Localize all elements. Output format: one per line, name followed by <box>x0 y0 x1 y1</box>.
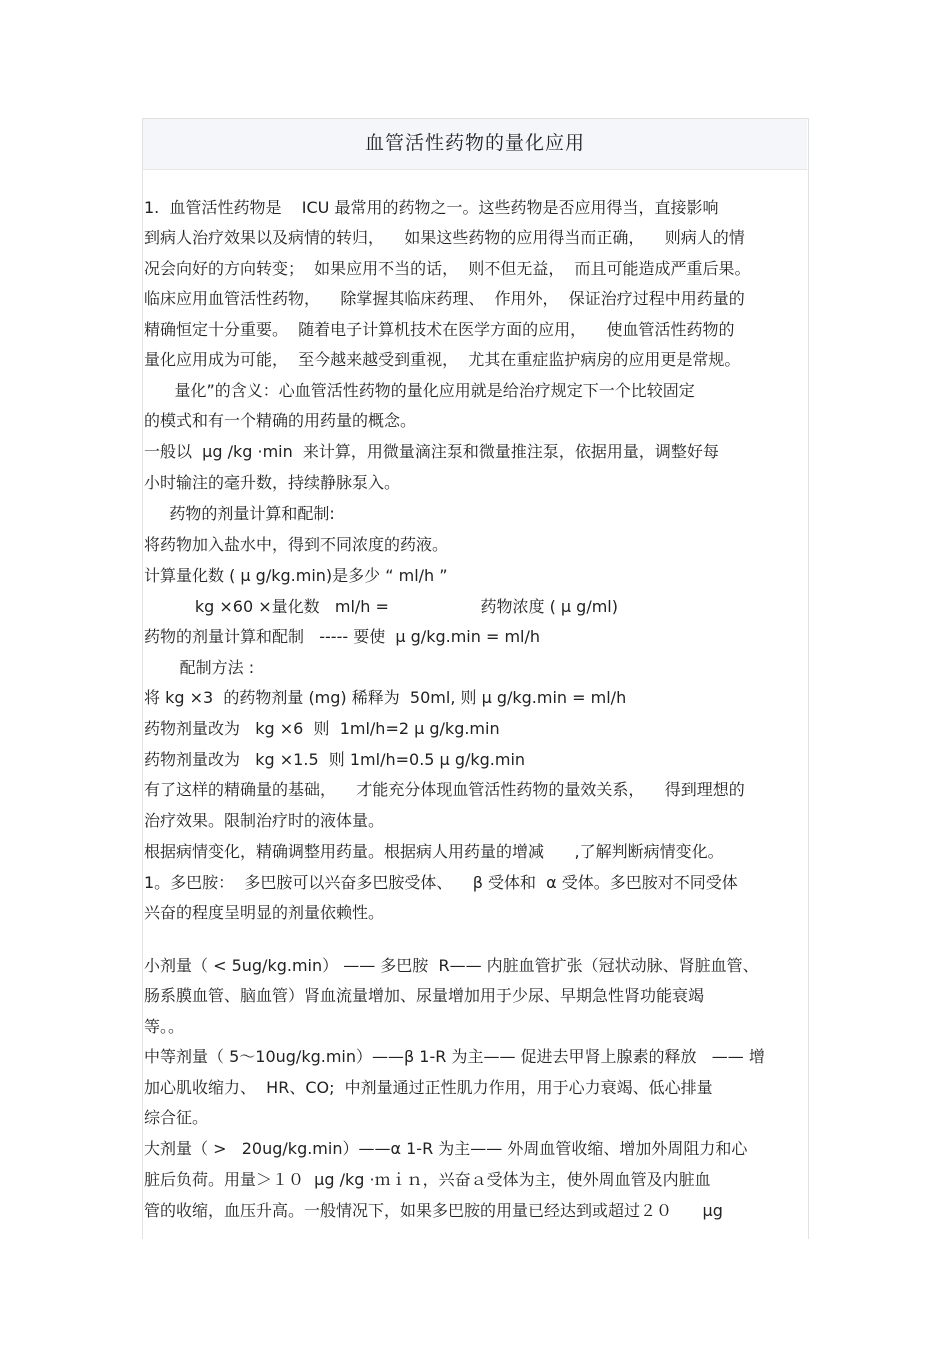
body-line: 综合征。 <box>144 1108 209 1127</box>
body-line: 兴奋的程度呈明显的剂量依赖性。 <box>144 903 385 922</box>
body-line: 药物剂量改为 kg ×6 则 1ml/h=2 μ g/kg.min <box>144 719 500 738</box>
body-line: 等。。 <box>144 1017 185 1036</box>
body-line: 将 kg ×3 的药物剂量 (mg) 稀释为 50ml, 则 μ g/kg.min = ml/h <box>144 688 627 707</box>
body-line: 药物的剂量计算和配制 ----- 要使 μ g/kg.min = ml/h <box>144 627 541 646</box>
body-line: 将药物加入盐水中，得到不同浓度的药液。 <box>144 535 449 554</box>
body-line: 临床应用血管活性药物， 除掌握其临床药理、 作用外， 保证治疗过程中用药量的 <box>144 289 745 308</box>
body-line: 配制方法 : <box>144 658 255 677</box>
body-line: 况会向好的方向转变； 如果应用不当的话， 则不但无益， 而且可能造成严重后果。 <box>144 259 751 278</box>
body-line: 加心肌收缩力、 HR、CO; 中剂量通过正性肌力作用，用于心力衰竭、低心排量 <box>144 1078 713 1097</box>
body-line: 量化”的含义：心血管活性药物的量化应用就是给治疗规定下一个比较固定 <box>144 381 695 400</box>
formula-line: kg ×60 ×量化数 ml/h = 药物浓度 ( μ g/ml) <box>144 597 618 616</box>
body-line: 精确恒定十分重要。 随着电子计算机技术在医学方面的应用， 使血管活性药物的 <box>144 320 735 339</box>
body-line: 根据病情变化，精确调整用药量。根据病人用药量的增减 ,了解判断病情变化。 <box>144 842 724 861</box>
body-line: 脏后负荷。用量＞１０ μg /kg ·ｍｉｎ，兴奋ａ受体为主，使外周血管及内脏血 <box>144 1170 711 1189</box>
body-line: 小剂量（ < 5ug/kg.min） —— 多巴胺 R—— 内脏血管扩张（冠状动脉、肾脏血管、 <box>144 956 759 975</box>
body-line: 管的收缩，血压升高。一般情况下，如果多巴胺的用量已经达到或超过２０ μg <box>144 1201 723 1220</box>
body-line: 大剂量（ > 20ug/kg.min）——α 1-R 为主—— 外周血管收缩、增加外周阻力和心 <box>144 1139 748 1158</box>
body-line: 一般以 μg /kg ·min 来计算，用微量滴注泵和微量推注泵，依据用量，调整好每 <box>144 442 719 461</box>
body-line: 1。多巴胺： 多巴胺可以兴奋多巴胺受体、 β 受体和 α 受体。多巴胺对不同受体 <box>144 873 738 892</box>
body-line: 中等剂量（ 5～10ug/kg.min）——β 1-R 为主—— 促进去甲肾上腺素的释放 —— 增 <box>144 1047 765 1066</box>
body-line: 药物的剂量计算和配制: <box>144 504 335 523</box>
document-title: 血管活性药物的量化应用 <box>364 132 585 154</box>
body-line: 有了这样的精确量的基础， 才能充分体现血管活性药物的量效关系， 得到理想的 <box>144 780 745 799</box>
body-line: 治疗效果。限制治疗时的液体量。 <box>144 811 385 830</box>
body-line: 1. 血管活性药物是 ICU 最常用的药物之一。这些药物是否应用得当，直接影响 <box>144 198 719 217</box>
body-line: 肠系膜血管、脑血管）肾血流量增加、尿量增加用于少尿、早期急性肾功能衰竭 <box>144 986 705 1005</box>
body-line: 的模式和有一个精确的用药量的概念。 <box>144 411 417 430</box>
body-line: 量化应用成为可能， 至今越来越受到重视， 尤其在重症监护病房的应用更是常规。 <box>144 350 741 369</box>
body-line: 小时输注的毫升数，持续静脉泵入。 <box>144 473 401 492</box>
body-line: 药物剂量改为 kg ×1.5 则 1ml/h=0.5 μ g/kg.min <box>144 750 526 769</box>
body-line: 计算量化数 ( μ g/kg.min)是多少 “ ml/h ” <box>144 566 448 585</box>
body-line: 到病人治疗效果以及病情的转归， 如果这些药物的应用得当而正确， 则病人的情 <box>144 228 745 247</box>
